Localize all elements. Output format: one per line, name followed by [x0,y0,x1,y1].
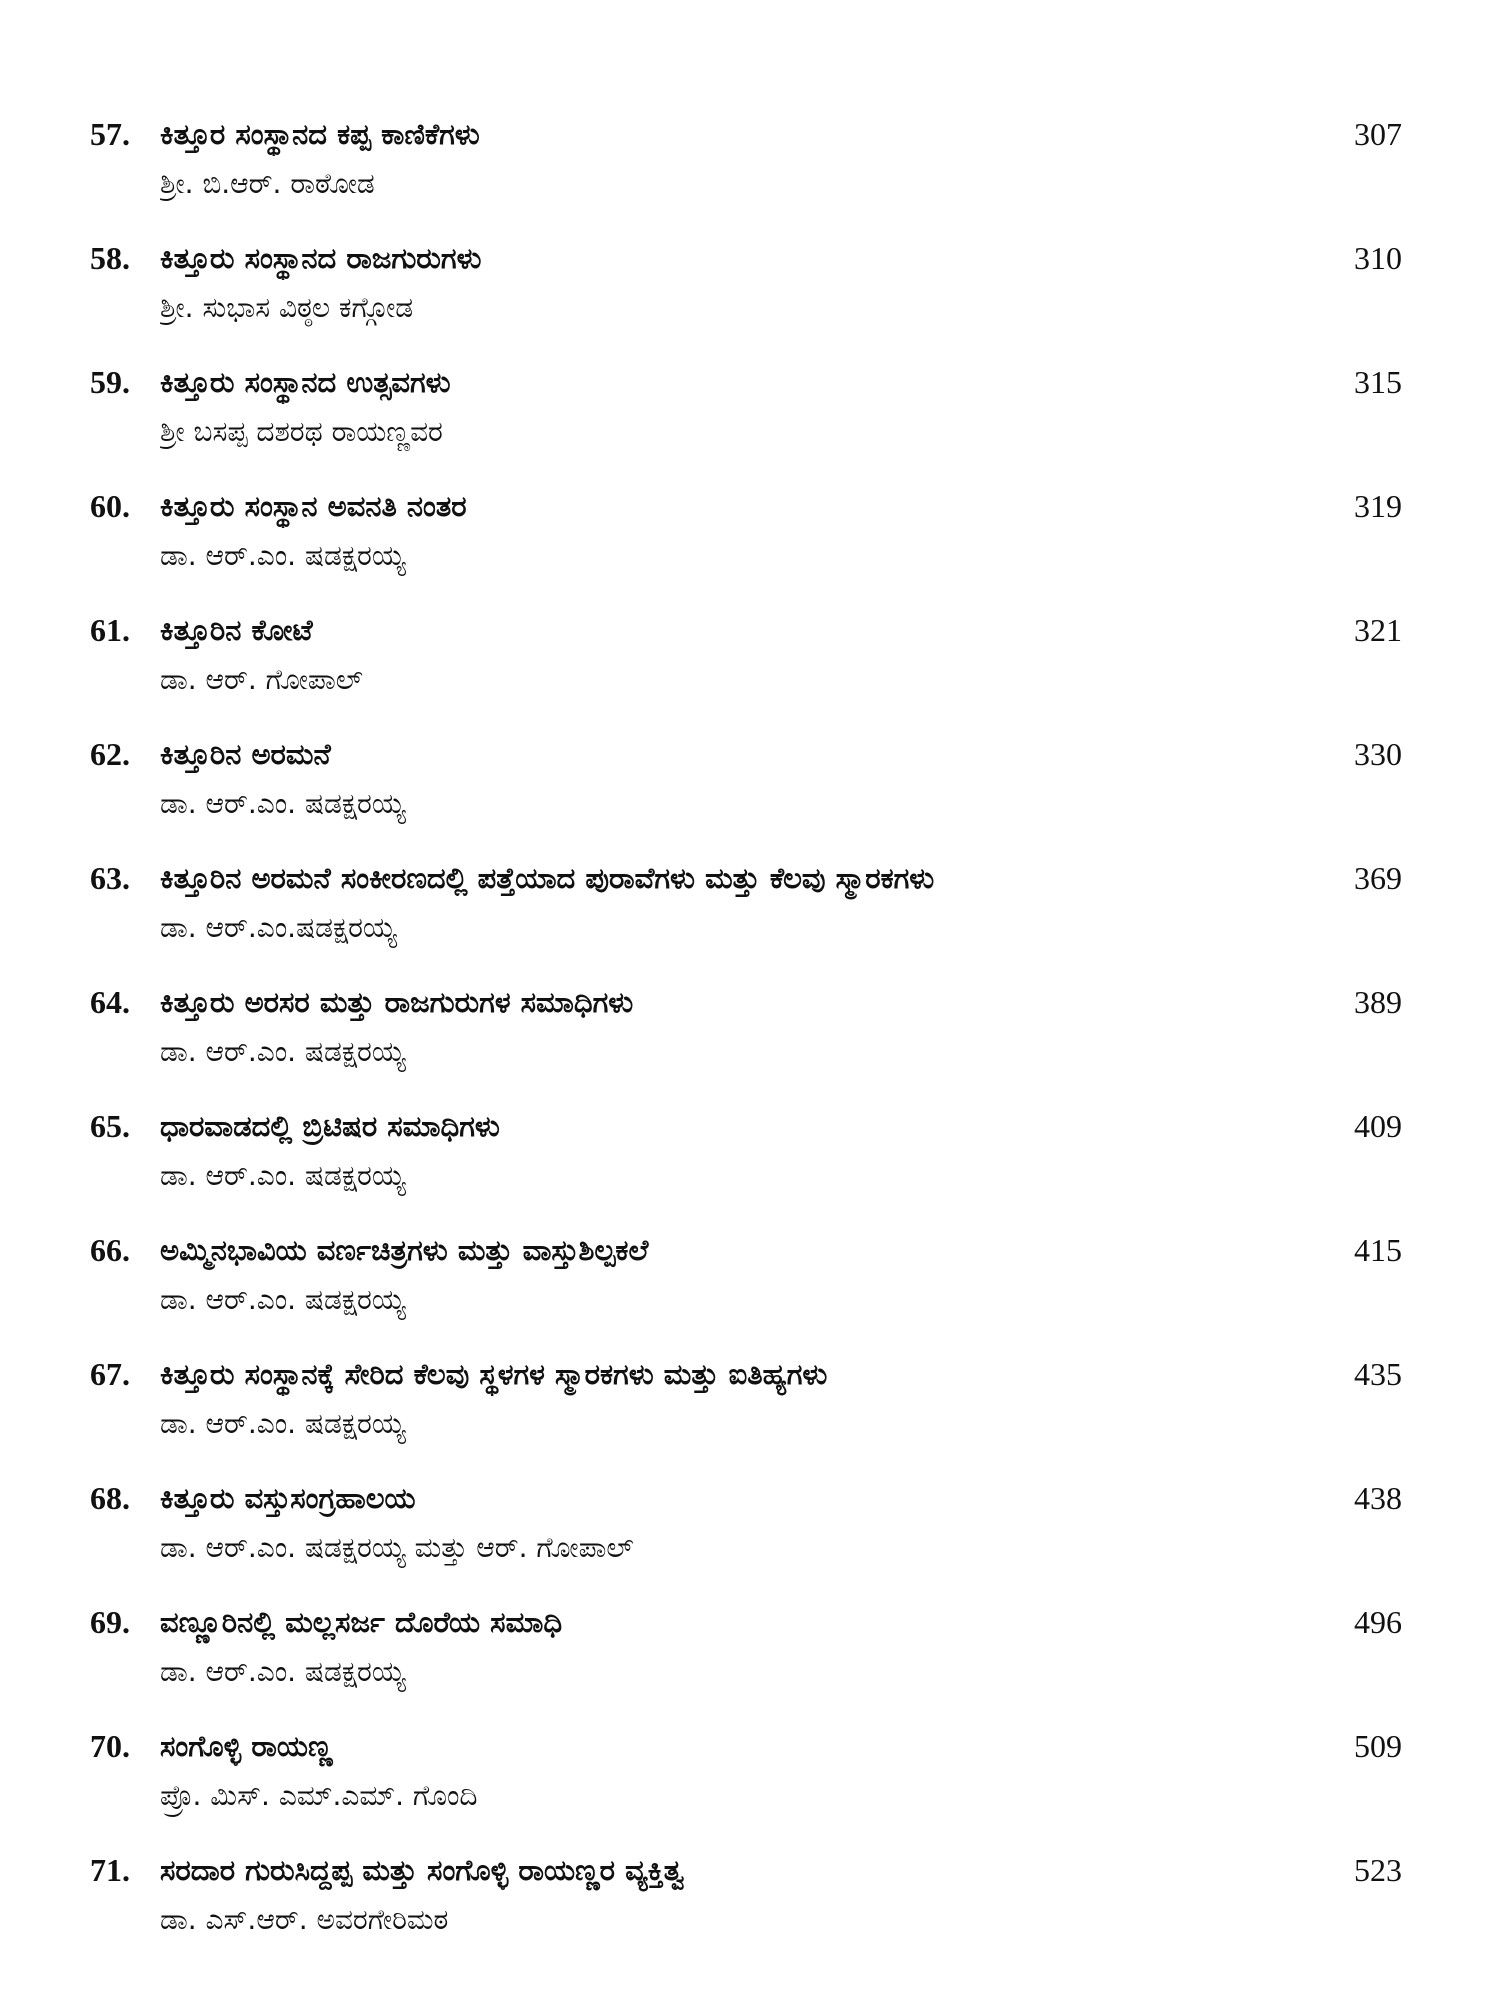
entry-title: ಕಿತ್ತೂರಿನ ಅರಮನೆ [160,737,331,771]
entry-title: ಕಿತ್ತೂರಿನ ಕೋಟೆ [160,613,313,647]
entry-title: ಕಿತ್ತೂರು ಸಂಸ್ಥಾನದ ರಾಜಗುರುಗಳು [160,241,482,275]
entry-author: ಶ್ರೀ. ಸುಭಾಸ ವಿಠ್ಠಲ ಕಗ್ಗೋಡ [160,291,414,324]
entry-author: ಡಾ. ಆರ್.ಎಂ. ಷಡಕ್ಷರಯ್ಯ [160,1655,406,1688]
entry-number: 67. [90,1356,130,1392]
entry-title: ಧಾರವಾಡದಲ್ಲಿ ಬ್ರಿಟಿಷರ ಸಮಾಧಿಗಳು [160,1109,500,1143]
entry-number: 69. [90,1604,130,1640]
entry-author: ಡಾ. ಆರ್.ಎಂ.ಷಡಕ್ಷರಯ್ಯ [160,911,397,944]
toc-entry-66 [0,1228,1500,1352]
entry-author: ಡಾ. ಆರ್.ಎಂ. ಷಡಕ್ಷರಯ್ಯ ಮತ್ತು ಆರ್. ಗೋಪಾಲ್ [160,1531,634,1564]
entry-author: ಡಾ. ಆರ್.ಎಂ. ಷಡಕ್ಷರಯ್ಯ [160,1035,406,1068]
entry-page-number: 310 [1354,240,1402,276]
entry-page-number: 319 [1354,488,1402,524]
entry-number: 58. [90,240,130,276]
entry-page-number: 369 [1354,860,1402,896]
entry-author: ಶ್ರೀ ಬಸಪ್ಪ ದಶರಥ ರಾಯಣ್ಣವರ [160,415,443,448]
entry-number: 64. [90,984,130,1020]
entry-title: ಕಿತ್ತೂರು ಸಂಸ್ಥಾನ ಅವನತಿ ನಂತರ [160,489,467,523]
entry-title: ಕಿತ್ತೂರು ಸಂಸ್ಥಾನಕ್ಕೆ ಸೇರಿದ ಕೆಲವು ಸ್ಥಳಗಳ ಸ್ಮಾರಕಗಳು ಮತ್ತು ಐತಿಹ್ಯಗಳು [160,1357,828,1391]
entry-page-number: 435 [1354,1356,1402,1392]
entry-title: ಕಿತ್ತೂರಿನ ಅರಮನೆ ಸಂಕೀರಣದಲ್ಲಿ ಪತ್ತೆಯಾದ ಪುರಾವೆಗಳು ಮತ್ತು ಕೆಲವು ಸ್ಮಾರಕಗಳು [160,861,935,895]
entry-title: ಕಿತ್ತೂರ ಸಂಸ್ಥಾನದ ಕಪ್ಪ ಕಾಣಿಕೆಗಳು [160,117,480,151]
entry-author: ಡಾ. ಎಸ್.ಆರ್. ಅವರಗೇರಿಮಠ [160,1903,449,1936]
toc-entry-58 [0,236,1500,360]
entry-author: ಡಾ. ಆರ್.ಎಂ. ಷಡಕ್ಷರಯ್ಯ [160,539,406,572]
toc-entry-62 [0,732,1500,856]
entry-number: 59. [90,364,130,400]
entry-title: ಅಮ್ಮಿನಭಾವಿಯ ವರ್ಣಚಿತ್ರಗಳು ಮತ್ತು ವಾಸ್ತುಶಿಲ್ಪಕಲೆ [160,1233,649,1267]
entry-author: ಡಾ. ಆರ್.ಎಂ. ಷಡಕ್ಷರಯ್ಯ [160,1159,406,1192]
toc-entry-57 [0,112,1500,236]
toc-entry-60 [0,484,1500,608]
entry-page-number: 307 [1354,116,1402,152]
entry-page-number: 389 [1354,984,1402,1020]
toc-entry-70 [0,1724,1500,1848]
toc-entry-64 [0,980,1500,1104]
entry-author: ಶ್ರೀ. ಬಿ.ಆರ್. ರಾಠೋಡ [160,167,375,200]
entry-page-number: 523 [1354,1852,1402,1888]
entry-title: ಸಂಗೊಳ್ಳಿ ರಾಯಣ್ಣ [160,1729,333,1763]
toc-entry-67 [0,1352,1500,1476]
toc-entry-71 [0,1848,1500,1972]
entry-author: ಡಾ. ಆರ್.ಎಂ. ಷಡಕ್ಷರಯ್ಯ [160,787,406,820]
toc-entry-59 [0,360,1500,484]
entry-number: 66. [90,1232,130,1268]
entry-number: 71. [90,1852,130,1888]
entry-author: ಡಾ. ಆರ್.ಎಂ. ಷಡಕ್ಷರಯ್ಯ [160,1407,406,1440]
entry-title: ಕಿತ್ತೂರು ಸಂಸ್ಥಾನದ ಉತ್ಸವಗಳು [160,365,451,399]
entry-page-number: 496 [1354,1604,1402,1640]
entry-title: ಕಿತ್ತೂರು ಅರಸರ ಮತ್ತು ರಾಜಗುರುಗಳ ಸಮಾಧಿಗಳು [160,985,634,1019]
entry-number: 57. [90,116,130,152]
entry-page-number: 315 [1354,364,1402,400]
entry-page-number: 415 [1354,1232,1402,1268]
entry-author: ಪ್ರೊ. ಮಿಸ್. ಎಮ್.ಎಮ್. ಗೊಂದಿ [160,1779,478,1812]
toc-entry-69 [0,1600,1500,1724]
entry-page-number: 409 [1354,1108,1402,1144]
toc-entry-65 [0,1104,1500,1228]
entry-title: ವಣ್ಣೂರಿನಲ್ಲಿ ಮಲ್ಲಸರ್ಜ ದೊರೆಯ ಸಮಾಧಿ [160,1605,563,1639]
entry-number: 65. [90,1108,130,1144]
entry-number: 68. [90,1480,130,1516]
entry-title: ಸರದಾರ ಗುರುಸಿದ್ದಪ್ಪ ಮತ್ತು ಸಂಗೊಳ್ಳಿ ರಾಯಣ್ಣರ ವ್ಯಕ್ತಿತ್ವ [160,1853,685,1887]
toc-entry-61 [0,608,1500,732]
entry-number: 60. [90,488,130,524]
entry-number: 62. [90,736,130,772]
toc-entry-63 [0,856,1500,980]
entry-title: ಕಿತ್ತೂರು ವಸ್ತುಸಂಗ್ರಹಾಲಯ [160,1481,416,1515]
entry-page-number: 509 [1354,1728,1402,1764]
entry-author: ಡಾ. ಆರ್. ಗೋಪಾಲ್ [160,663,363,696]
entry-number: 63. [90,860,130,896]
entry-page-number: 330 [1354,736,1402,772]
entry-author: ಡಾ. ಆರ್.ಎಂ. ಷಡಕ್ಷರಯ್ಯ [160,1283,406,1316]
entry-page-number: 438 [1354,1480,1402,1516]
toc-entry-68 [0,1476,1500,1600]
entry-page-number: 321 [1354,612,1402,648]
entry-number: 70. [90,1728,130,1764]
entry-number: 61. [90,612,130,648]
